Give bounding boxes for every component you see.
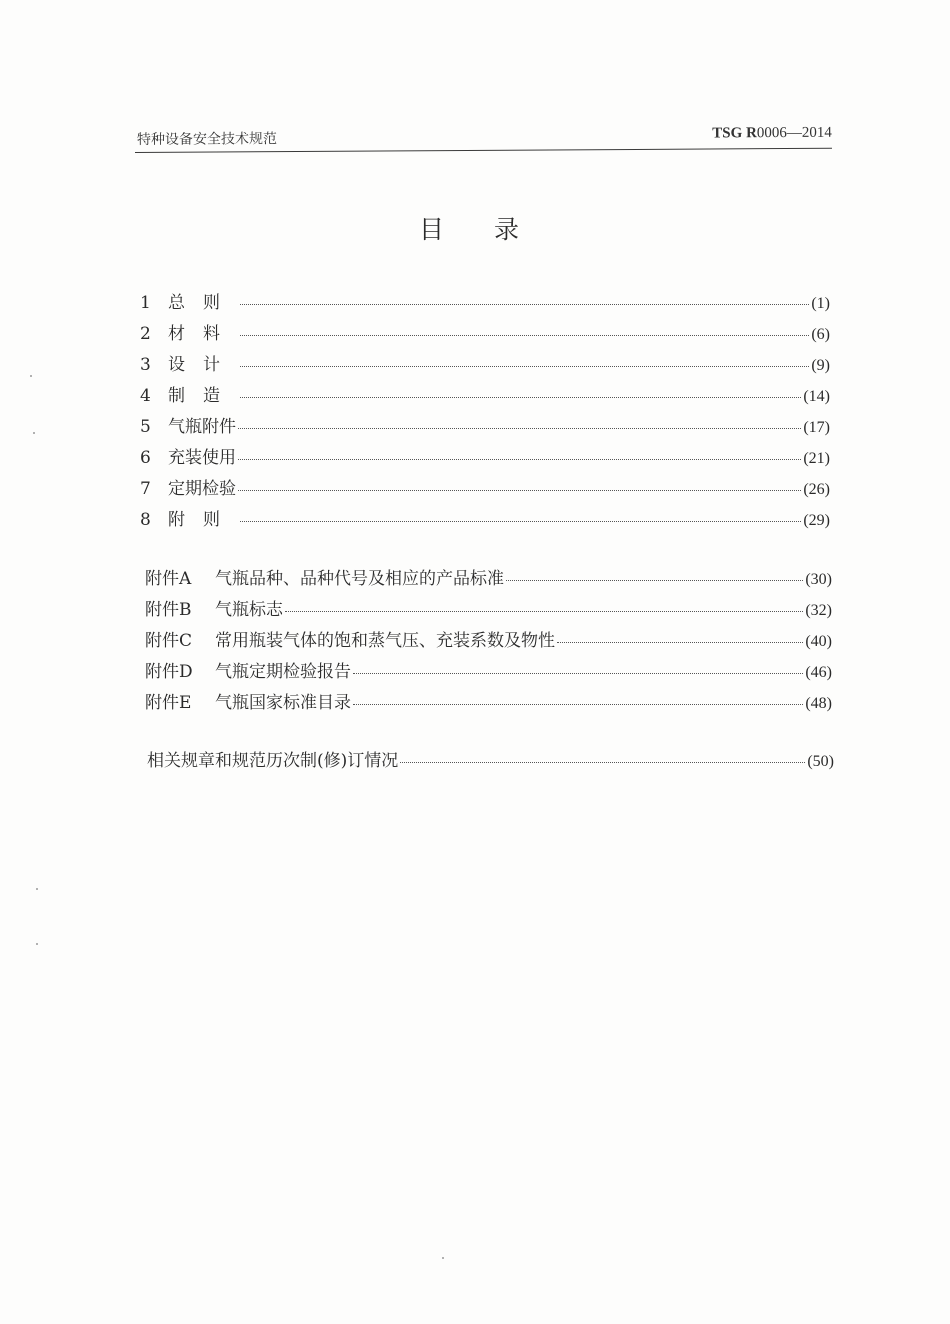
toc-entry-number: 5 <box>140 417 151 437</box>
toc-appendix-prefix: 附件A <box>145 569 192 589</box>
page-title: 目录 <box>418 215 569 244</box>
scan-speck <box>36 943 38 945</box>
toc-appendix-prefix: 附件D <box>145 662 193 682</box>
toc-entry-page: (46) <box>805 664 832 681</box>
dot-leader <box>557 641 803 643</box>
scan-speck <box>36 888 38 890</box>
header-series-title: 特种设备安全技术规范 <box>136 131 277 148</box>
toc-entry-page: (9) <box>811 357 830 374</box>
toc-entry-label: 材料 <box>168 324 238 344</box>
dot-leader <box>240 520 801 522</box>
toc-entry-label: 附则 <box>168 510 238 530</box>
toc-entry-label: 设计 <box>168 355 238 375</box>
toc-entry-page: (29) <box>803 512 830 529</box>
header-standard-code <box>712 125 832 143</box>
toc-entry-page: (14) <box>803 388 830 405</box>
toc-entry-page: (1) <box>811 295 830 312</box>
toc-entry-label: 气瓶标志 <box>215 600 283 620</box>
dot-leader <box>238 458 801 460</box>
toc-entry-label: 气瓶附件 <box>168 417 236 437</box>
toc-entry-page: (26) <box>803 481 830 498</box>
toc-entry-label: 气瓶品种、品种代号及相应的产品标准 <box>215 569 504 589</box>
toc-appendix-entry[interactable] <box>145 595 832 620</box>
toc-history-entry[interactable] <box>147 746 834 771</box>
toc-entry-number: 8 <box>140 510 151 530</box>
toc-entry-label: 充装使用 <box>168 448 236 468</box>
dot-leader <box>238 489 801 491</box>
toc-entry-label: 常用瓶装气体的饱和蒸气压、充装系数及物性 <box>215 631 555 651</box>
toc-entry-label: 制造 <box>168 386 238 406</box>
toc-entry-label: 总则 <box>168 293 238 313</box>
toc-entry-number: 4 <box>140 386 151 406</box>
toc-entry[interactable] <box>140 350 830 375</box>
running-header <box>135 114 832 153</box>
toc-entry-page: (6) <box>811 326 830 343</box>
dot-leader <box>240 365 809 367</box>
toc-entry-number: 1 <box>140 293 151 313</box>
dot-leader <box>238 427 801 429</box>
toc-appendix-entry[interactable] <box>145 688 832 713</box>
toc-entry-page: (32) <box>805 602 832 619</box>
toc-entry-number: 2 <box>140 324 151 344</box>
toc-appendix-prefix: 附件E <box>145 693 192 713</box>
header-code-prefix: TSG R <box>712 125 757 142</box>
toc-entry-page: (30) <box>805 571 832 588</box>
toc-entry-page: (50) <box>807 753 834 770</box>
toc-appendix-entry[interactable] <box>145 657 832 682</box>
scan-speck <box>33 432 35 434</box>
toc-entry-page: (48) <box>805 695 832 712</box>
toc-entry-page: (17) <box>803 419 830 436</box>
scan-speck <box>442 1257 444 1259</box>
toc-entry[interactable] <box>140 505 830 530</box>
dot-leader <box>240 303 809 305</box>
dot-leader <box>353 703 803 705</box>
toc-entry-number: 7 <box>140 479 151 499</box>
toc-entry-label: 气瓶定期检验报告 <box>215 662 351 682</box>
dot-leader <box>400 761 805 763</box>
toc-appendix-entry[interactable] <box>145 564 832 589</box>
toc-entry[interactable] <box>140 319 830 344</box>
toc-entry-page: (21) <box>803 450 830 467</box>
toc-entry[interactable] <box>140 381 830 406</box>
toc-appendix-entry[interactable] <box>145 626 832 651</box>
dot-leader <box>353 672 803 674</box>
toc-appendix-prefix: 附件B <box>145 600 192 620</box>
toc-entry-label: 相关规章和规范历次制(修)订情况 <box>147 751 399 771</box>
toc-entry[interactable] <box>140 412 830 437</box>
toc-entry[interactable] <box>140 443 830 468</box>
toc-appendix-prefix: 附件C <box>145 631 193 651</box>
dot-leader <box>506 579 803 581</box>
toc-entry-number: 6 <box>140 448 151 468</box>
dot-leader <box>240 396 801 398</box>
toc-entry-label: 定期检验 <box>168 479 236 499</box>
toc-entry-page: (40) <box>805 633 832 650</box>
header-code-number: 0006—2014 <box>756 124 832 142</box>
scan-speck <box>30 375 32 377</box>
toc-entry-number: 3 <box>140 355 151 375</box>
toc-entry[interactable] <box>140 288 830 313</box>
toc-entry-label: 气瓶国家标准目录 <box>215 693 351 713</box>
dot-leader <box>285 610 803 612</box>
dot-leader <box>240 334 809 336</box>
toc-entry[interactable] <box>140 474 830 499</box>
